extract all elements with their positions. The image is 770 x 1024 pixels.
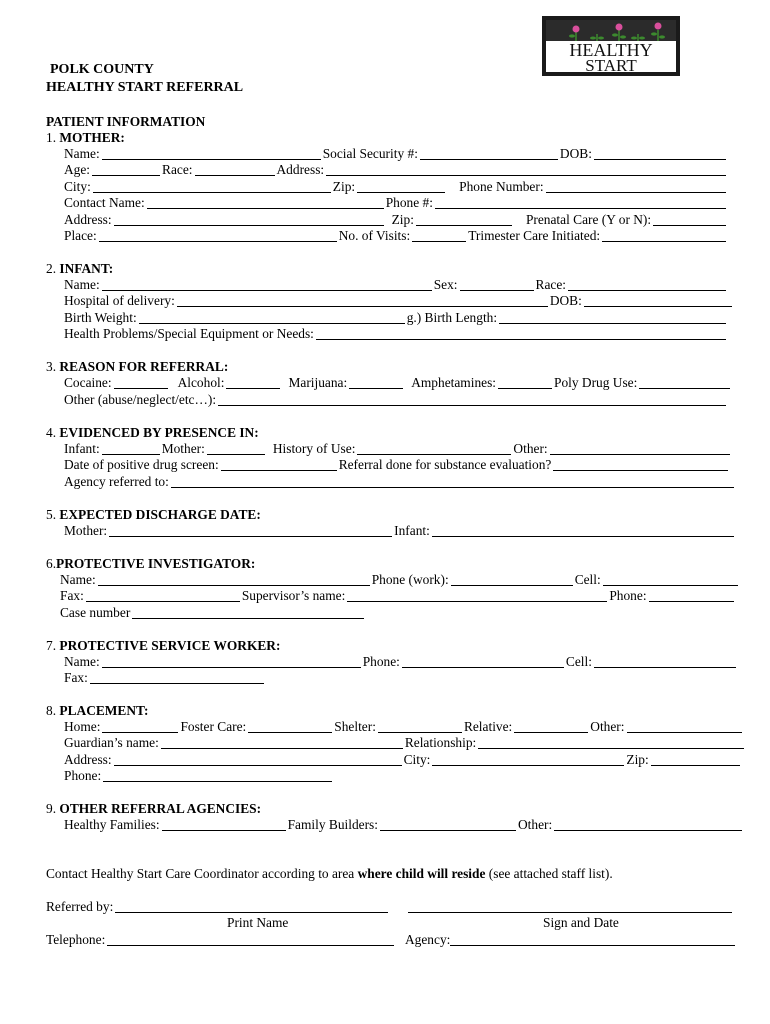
mother-address-field[interactable]	[326, 163, 726, 176]
relative-label: Relative:	[463, 719, 513, 735]
relationship-field[interactable]	[478, 736, 744, 749]
mother-discharge-field[interactable]	[109, 524, 392, 537]
healthy-start-logo	[542, 16, 680, 76]
supervisor-label: Supervisor’s name:	[241, 588, 346, 604]
referred-by-label: Referred by:	[46, 899, 114, 915]
patient-info-heading: PATIENT INFORMATION	[46, 114, 206, 129]
placement-phone-field[interactable]	[103, 769, 332, 782]
family-builders-field[interactable]	[380, 818, 516, 831]
history-field[interactable]	[357, 442, 511, 455]
age-label: Age:	[64, 162, 91, 178]
health-problems-label: Health Problems/Special Equipment or Needs:	[64, 326, 314, 342]
home-label: Home:	[64, 719, 101, 735]
section-agencies-heading	[46, 801, 261, 817]
mother-age-field[interactable]	[92, 163, 160, 176]
contact-address-label: Address:	[64, 212, 112, 228]
other-abuse-label: Other (abuse/neglect/etc…):	[64, 392, 217, 408]
section-infant-heading	[46, 261, 113, 277]
section-number: 1.	[46, 130, 57, 145]
section-number: 8.	[46, 703, 57, 718]
contact-zip-label: Zip:	[391, 212, 414, 228]
contact-name-field[interactable]	[147, 196, 384, 209]
telephone-field[interactable]	[107, 933, 394, 946]
section-title: EVIDENCED BY PRESENCE IN:	[59, 425, 259, 440]
shelter-label: Shelter:	[334, 719, 376, 735]
date-positive-field[interactable]	[221, 458, 337, 471]
supervisor-phone-label: Phone:	[609, 588, 647, 604]
prenatal-care-label: Prenatal Care (Y or N):	[525, 212, 652, 228]
alcohol-field[interactable]	[226, 376, 280, 389]
section-number: 6.	[46, 556, 57, 571]
cell-label: Cell:	[565, 654, 592, 670]
race-label: Race:	[162, 162, 193, 178]
infant-discharge-field[interactable]	[432, 524, 734, 537]
agency-referred-field[interactable]	[171, 475, 734, 488]
alcohol-label: Alcohol:	[177, 375, 225, 391]
contact-text-end: (see attached staff list).	[485, 866, 613, 881]
name-label: Name:	[60, 572, 96, 588]
guardian-name-field[interactable]	[161, 736, 403, 749]
contact-phone-field[interactable]	[435, 196, 726, 209]
visits-field[interactable]	[412, 229, 466, 242]
contact-phone-label: Phone #:	[385, 195, 433, 211]
investigator-row-3	[60, 605, 366, 621]
poly-drug-label: Poly Drug Use:	[554, 375, 638, 391]
phone-label: Phone:	[362, 654, 400, 670]
city-label: City:	[403, 752, 431, 768]
mother-phone-field[interactable]	[546, 180, 726, 193]
contact-zip-field[interactable]	[416, 213, 512, 226]
worker-cell-field[interactable]	[594, 655, 736, 668]
referred-by-name-field[interactable]	[115, 900, 388, 913]
date-positive-label: Date of positive drug screen:	[64, 457, 219, 473]
section-investigator-heading	[46, 556, 255, 572]
evidenced-row-3	[64, 474, 736, 490]
logo-graphic	[542, 16, 680, 76]
section-title: PROTECTIVE SERVICE WORKER:	[59, 638, 281, 653]
referral-done-field[interactable]	[553, 458, 728, 471]
name-label: Name:	[64, 654, 100, 670]
agency-field[interactable]	[450, 933, 735, 946]
investigator-fax-field[interactable]	[86, 589, 240, 602]
mother-dob-field[interactable]	[594, 147, 726, 160]
infant-dob-field[interactable]	[584, 294, 732, 307]
section-evidenced-heading	[46, 425, 259, 441]
worker-fax-field[interactable]	[90, 671, 264, 684]
dob-label: DOB:	[559, 146, 592, 162]
telephone-label: Telephone:	[46, 932, 106, 948]
other-placement-label: Other:	[590, 719, 625, 735]
name-label: Name:	[64, 146, 100, 162]
mother-row-6	[64, 228, 728, 244]
mother-label: Mother:	[161, 441, 205, 457]
birth-length-field[interactable]	[499, 311, 726, 324]
mother-zip-field[interactable]	[357, 180, 445, 193]
marijuana-label: Marijuana:	[288, 375, 348, 391]
agency-row	[405, 932, 737, 948]
mother-row-3	[64, 179, 728, 195]
phone-number-label: Phone Number:	[459, 179, 544, 195]
section-number: 2.	[46, 261, 57, 276]
amphetamines-label: Amphetamines:	[411, 375, 497, 391]
place-label: Place:	[64, 228, 97, 244]
mother-row-5	[64, 212, 728, 228]
print-name-caption: Print Name	[227, 915, 289, 930]
sex-label: Sex:	[433, 277, 458, 293]
birth-weight-label: Birth Weight:	[64, 310, 137, 326]
worker-row-2	[64, 670, 266, 686]
worker-name-field[interactable]	[102, 655, 361, 668]
prenatal-care-field[interactable]	[653, 213, 726, 226]
infant-row-4	[64, 326, 728, 342]
agency-label: Agency:	[405, 932, 451, 948]
other-agency-field[interactable]	[554, 818, 742, 831]
history-label: History of Use:	[272, 441, 356, 457]
mother-ssn-field[interactable]	[420, 147, 558, 160]
placement-row-1	[64, 719, 744, 735]
contact-name-label: Contact Name:	[64, 195, 145, 211]
placement-address-field[interactable]	[114, 753, 402, 766]
mother-city-field[interactable]	[93, 180, 331, 193]
trimester-label: Trimester Care Initiated:	[468, 228, 601, 244]
supervisor-phone-field[interactable]	[649, 589, 734, 602]
poly-drug-field[interactable]	[639, 376, 730, 389]
county-heading: POLK COUNTY	[50, 62, 154, 77]
agency-referred-label: Agency referred to:	[64, 474, 169, 490]
infant-name-field[interactable]	[102, 278, 432, 291]
infant-row-1	[64, 277, 728, 293]
telephone-row	[46, 932, 396, 948]
foster-care-label: Foster Care:	[180, 719, 247, 735]
cell-label: Cell:	[574, 572, 601, 588]
relative-field[interactable]	[514, 720, 588, 733]
section-title: PLACEMENT:	[59, 703, 149, 718]
other-label: Other:	[513, 441, 548, 457]
investigator-cell-field[interactable]	[603, 573, 738, 586]
other-agency-label: Other:	[517, 817, 553, 833]
contact-emphasis: where child will reside	[357, 866, 486, 881]
home-field[interactable]	[102, 720, 178, 733]
agencies-row	[64, 817, 744, 833]
logo-text-healthy: HEALTHY	[569, 40, 653, 60]
contact-address-field[interactable]	[114, 213, 384, 226]
section-discharge-heading	[46, 507, 261, 523]
investigator-row-2	[60, 588, 736, 604]
contact-text: Contact Healthy Start Care Coordinator according to area	[46, 866, 358, 881]
place-field[interactable]	[99, 229, 337, 242]
section-title: PROTECTIVE INVESTIGATOR:	[56, 556, 256, 571]
relationship-label: Relationship:	[404, 735, 477, 751]
reason-row-2	[64, 392, 728, 408]
marijuana-field[interactable]	[349, 376, 403, 389]
case-number-field[interactable]	[132, 606, 364, 619]
form-title: HEALTHY START REFERRAL	[46, 80, 244, 95]
section-worker-heading	[46, 638, 280, 654]
other-placement-field[interactable]	[627, 720, 743, 733]
phone-work-label: Phone (work):	[371, 572, 449, 588]
section-title: REASON FOR REFERRAL:	[59, 359, 229, 374]
fax-label: Fax:	[64, 670, 88, 686]
cocaine-field[interactable]	[114, 376, 168, 389]
infant-race-field[interactable]	[568, 278, 726, 291]
section-placement-heading	[46, 703, 148, 719]
section-number: 4.	[46, 425, 57, 440]
zip-label: Zip:	[332, 179, 356, 195]
mother-row-2	[64, 162, 728, 178]
zip-label: Zip:	[626, 752, 649, 768]
supervisor-name-field[interactable]	[347, 589, 607, 602]
evidenced-row-2	[64, 457, 730, 473]
mother-presence-field[interactable]	[207, 442, 265, 455]
investigator-name-field[interactable]	[98, 573, 370, 586]
visits-label: No. of Visits:	[338, 228, 411, 244]
sign-date-field[interactable]	[408, 900, 732, 913]
contact-instruction	[46, 866, 613, 882]
investigator-row-1	[60, 572, 740, 588]
worker-row-1	[64, 654, 738, 670]
infant-sex-field[interactable]	[460, 278, 534, 291]
hospital-field[interactable]	[177, 294, 548, 307]
birth-weight-field[interactable]	[139, 311, 405, 324]
dob-label: DOB:	[549, 293, 582, 309]
mother-row-1	[64, 146, 728, 162]
ssn-label: Social Security #:	[322, 146, 418, 162]
shelter-field[interactable]	[378, 720, 462, 733]
placement-row-4	[64, 768, 334, 784]
mother-race-field[interactable]	[195, 163, 275, 176]
investigator-phone-field[interactable]	[451, 573, 573, 586]
section-reason-heading	[46, 359, 228, 375]
infant-discharge-label: Infant:	[394, 523, 430, 539]
section-number: 9.	[46, 801, 57, 816]
sign-date-caption: Sign and Date	[543, 915, 619, 930]
placement-zip-field[interactable]	[651, 753, 740, 766]
family-builders-label: Family Builders:	[287, 817, 378, 833]
trimester-field[interactable]	[602, 229, 726, 242]
section-mother-heading	[46, 130, 125, 146]
other-presence-field[interactable]	[550, 442, 730, 455]
infant-presence-field[interactable]	[102, 442, 160, 455]
cocaine-label: Cocaine:	[64, 375, 112, 391]
healthy-families-label: Healthy Families:	[64, 817, 160, 833]
name-label: Name:	[64, 277, 100, 293]
hospital-label: Hospital of delivery:	[64, 293, 175, 309]
other-abuse-field[interactable]	[218, 393, 726, 406]
worker-phone-field[interactable]	[402, 655, 564, 668]
referred-by-row	[46, 899, 390, 915]
infant-label: Infant:	[64, 441, 100, 457]
healthy-families-field[interactable]	[162, 818, 286, 831]
birth-length-label: g.) Birth Length:	[406, 310, 498, 326]
address-label: Address:	[64, 752, 112, 768]
infant-row-3	[64, 310, 728, 326]
section-number: 3.	[46, 359, 57, 374]
referral-done-label: Referral done for substance evaluation?	[338, 457, 552, 473]
mother-discharge-label: Mother:	[64, 523, 108, 539]
logo-text-start: START	[585, 56, 637, 75]
reason-row-1	[64, 375, 732, 391]
guardian-label: Guardian’s name:	[64, 735, 159, 751]
section-number: 5.	[46, 507, 57, 522]
race-label: Race:	[535, 277, 566, 293]
evidenced-row-1	[64, 441, 732, 457]
city-label: City:	[64, 179, 91, 195]
mother-row-4	[64, 195, 728, 211]
section-title: MOTHER:	[59, 130, 125, 145]
health-problems-field[interactable]	[316, 327, 726, 340]
foster-care-field[interactable]	[248, 720, 332, 733]
section-number: 7.	[46, 638, 57, 653]
address-label: Address:	[276, 162, 325, 178]
phone-label: Phone:	[64, 768, 102, 784]
section-title: EXPECTED DISCHARGE DATE:	[59, 507, 261, 522]
amphetamines-field[interactable]	[498, 376, 552, 389]
placement-row-3	[64, 752, 742, 768]
case-number-label: Case number	[60, 605, 131, 621]
placement-row-2	[64, 735, 746, 751]
discharge-row	[64, 523, 736, 539]
placement-city-field[interactable]	[432, 753, 624, 766]
fax-label: Fax:	[60, 588, 84, 604]
sign-date-row	[408, 899, 734, 915]
infant-row-2	[64, 293, 734, 309]
section-title: OTHER REFERRAL AGENCIES:	[59, 801, 262, 816]
mother-name-field[interactable]	[102, 147, 321, 160]
section-title: INFANT:	[59, 261, 114, 276]
